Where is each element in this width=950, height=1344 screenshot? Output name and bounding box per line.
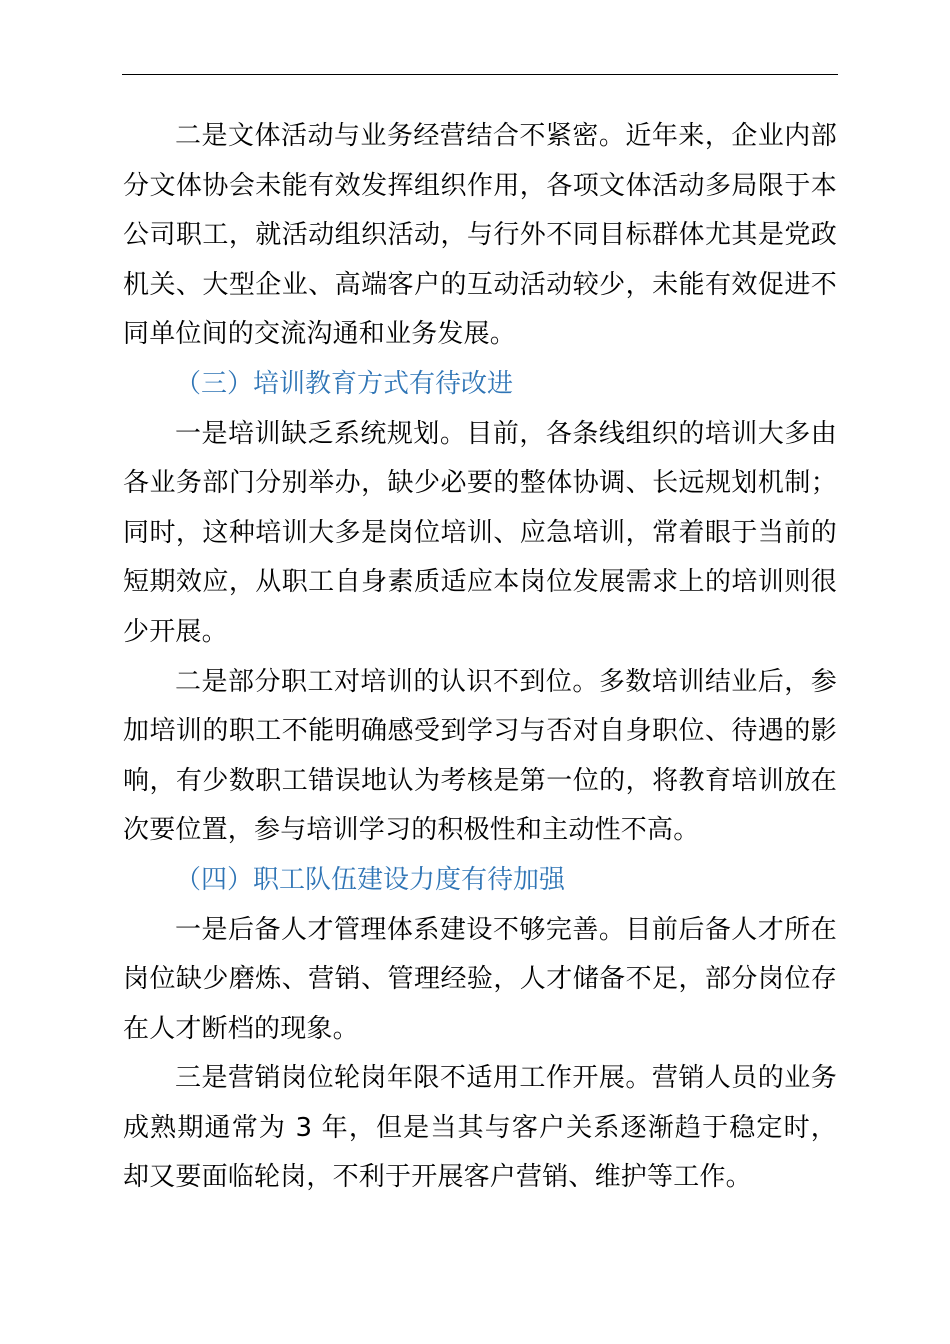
section-heading-workforce: （四）职工队伍建设力度有待加强 [175, 864, 566, 895]
section-heading-training: （三）培训教育方式有待改进 [175, 368, 514, 399]
paragraph-reserve-talent: 一是后备人才管理体系建设不够完善。目前后备人才所在岗位缺少磨炼、营销、管理经验，人才储备不足，部分岗位存在人才断档的现象。 [123, 914, 837, 1044]
header-rule [122, 74, 838, 75]
paragraph-sales-rotation: 三是营销岗位轮岗年限不适用工作开展。营销人员的业务成熟期通常为 3 年，但是当其与客户关系逐渐趋于稳定时，却又要面临轮岗，不利于开展客户营销、维护等工作。 [123, 1063, 837, 1193]
paragraph-culture-activities: 二是文体活动与业务经营结合不紧密。近年来，企业内部分文体协会未能有效发挥组织作用，各项文体活动多局限于本公司职工，就活动组织活动，与行外不同目标群体尤其是党政机关、大型企业、高端客户的互动活动较少，未能有效促进不同单位间的交流沟通和业务发展。 [123, 121, 837, 350]
document-body [123, 112, 837, 1203]
paragraph-training-planning: 一是培训缺乏系统规划。目前，各条线组织的培训大多由各业务部门分别举办，缺少必要的整体协调、长远规划机制；同时，这种培训大多是岗位培训、应急培训，常着眼于当前的短期效应，从职工自身素质适应本岗位发展需求上的培训则很少开展。 [123, 418, 837, 647]
paragraph-training-awareness: 二是部分职工对培训的认识不到位。多数培训结业后，参加培训的职工不能明确感受到学习与否对自身职位、待遇的影响，有少数职工错误地认为考核是第一位的，将教育培训放在次要位置，参与培训学习的积极性和主动性不高。 [123, 666, 837, 846]
